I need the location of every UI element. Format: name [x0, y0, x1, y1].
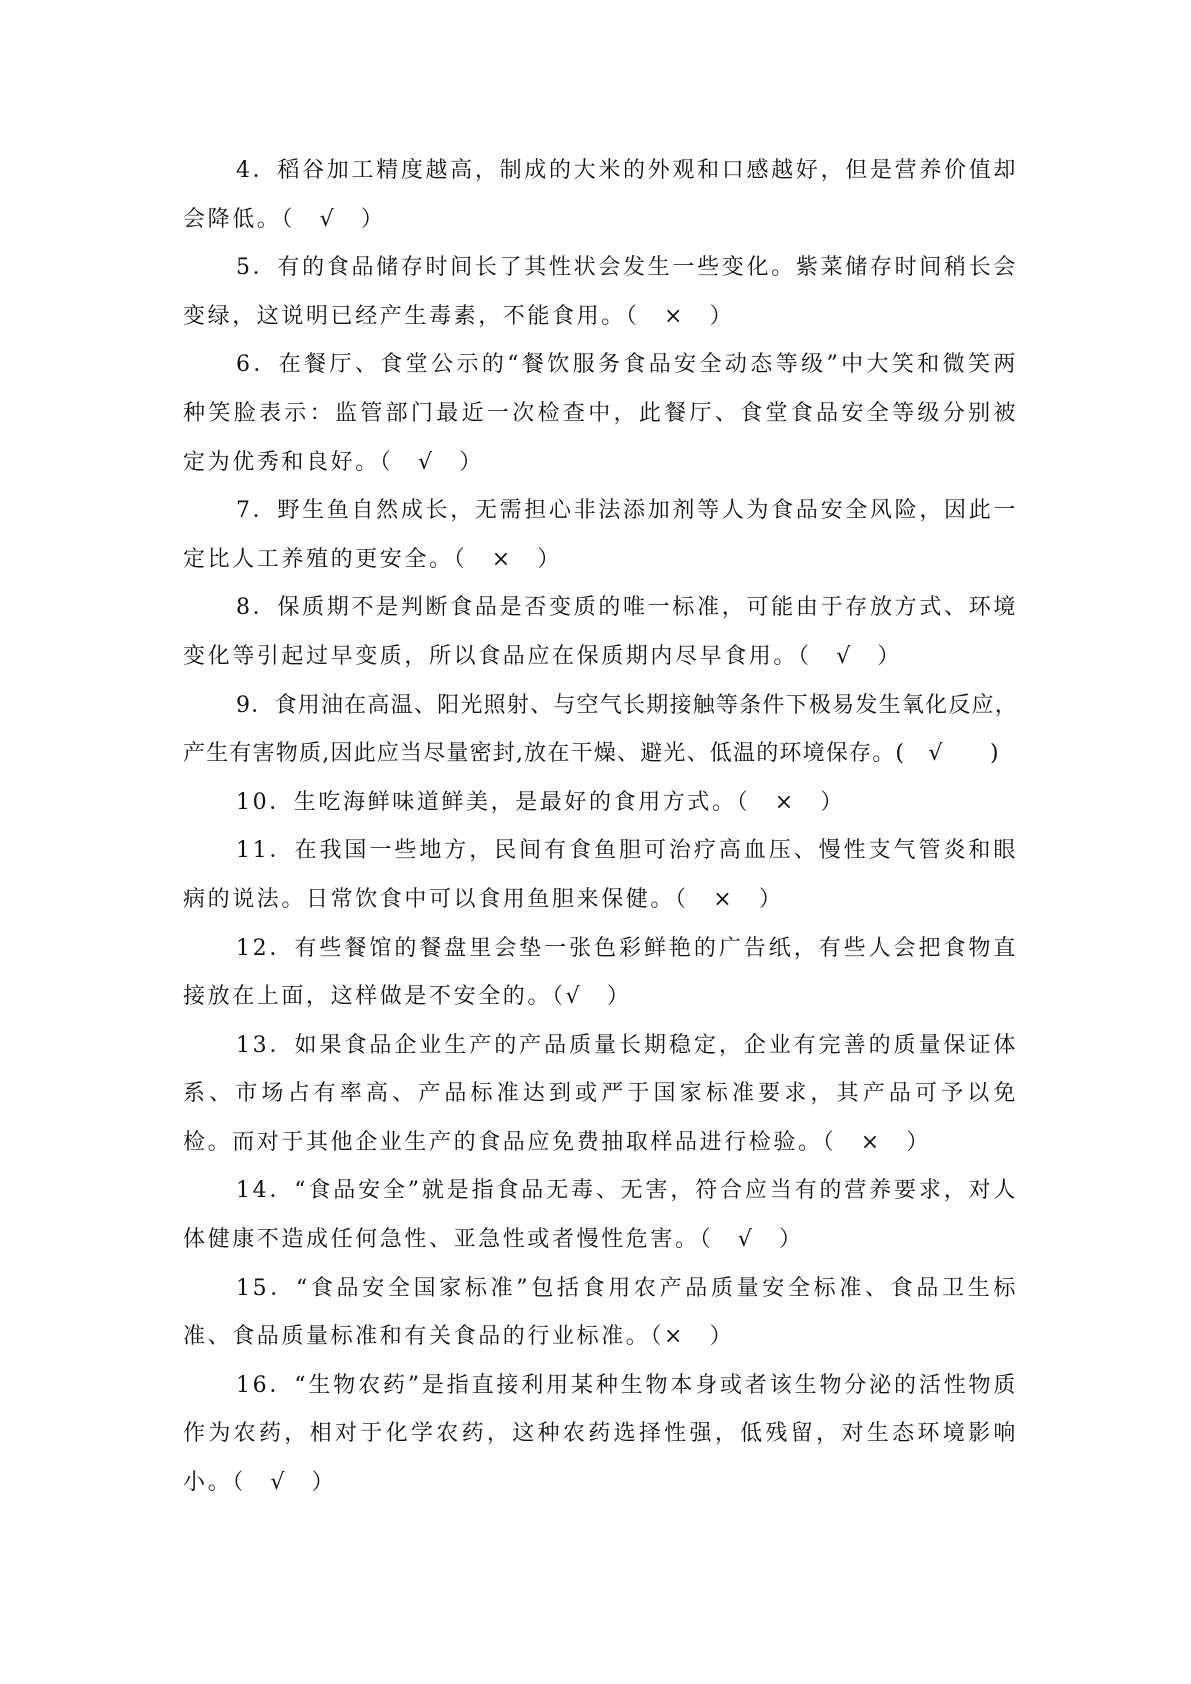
question-5: 5．有的食品储存时间长了其性状会发生一些变化。紫菜储存时间稍长会变绿，这说明已经产生毒素，不能食用。（ × ） [183, 255, 1018, 329]
question-12: 12．有些餐馆的餐盘里会垫一张色彩鲜艳的广告纸，有些人会把食物直接放在上面，这样做是不安全的。（√ ） [183, 935, 1018, 1010]
question-4: 4．稻谷加工精度越高，制成的大米的外观和口感越好，但是营养价值却会降低。（ √ ） [183, 158, 1018, 232]
question-14: 14．“食品安全”就是指食品无毒、无害，符合应当有的营养要求，对人体健康不造成任何急性、亚急性或者慢性危害。（ √ ） [183, 1178, 1018, 1253]
question-13: 13．如果食品企业生产的产品质量长期稳定，企业有完善的质量保证体系、市场占有率高、产品标准达到或严于国家标准要求，其产品可予以免检。而对于其他企业生产的食品应免费抽取样品进行检验。（ × ） [183, 1032, 1018, 1155]
question-6: 6．在餐厅、食堂公示的“餐饮服务食品安全动态等级”中大笑和微笑两种笑脸表示：监管部门最近一次检查中，此餐厅、食堂食品安全等级分别被定为优秀和良好。（ √ ） [183, 352, 1018, 475]
question-10: 10．生吃海鲜味道鲜美，是最好的食用方式。（ × ） [236, 789, 846, 815]
question-15: 15．“食品安全国家标准”包括食用农产品质量安全标准、食品卫生标准、食品质量标准和有关食品的行业标准。（× ） [183, 1275, 1018, 1350]
question-16: 16．“生物农药”是指直接利用某种生物本身或者该生物分泌的活性物质作为农药，相对于化学农药，这种农药选择性强，低残留，对生态环境影响小。（ √ ） [183, 1372, 1018, 1496]
question-11: 11．在我国一些地方，民间有食鱼胆可治疗高血压、慢性支气管炎和眼病的说法。日常饮食中可以食用鱼胆来保健。（ × ） [183, 838, 1018, 912]
question-8: 8．保质期不是判断食品是否变质的唯一标准，可能由于存放方式、环境变化等引起过早变质，所以食品应在保质期内尽早食用。（ √ ） [183, 595, 1018, 669]
question-7: 7．野生鱼自然成长，无需担心非法添加剂等人为食品安全风险，因此一定比人工养殖的更安全。（ × ） [183, 498, 1018, 572]
question-9: 9．食用油在高温、阳光照射、与空气长期接触等条件下极易发生氧化反应，产生有害物质,因此应当尽量密封,放在干燥、避光、低温的环境保存。( √ ) [183, 692, 1018, 767]
document-page [183, 147, 1018, 1508]
